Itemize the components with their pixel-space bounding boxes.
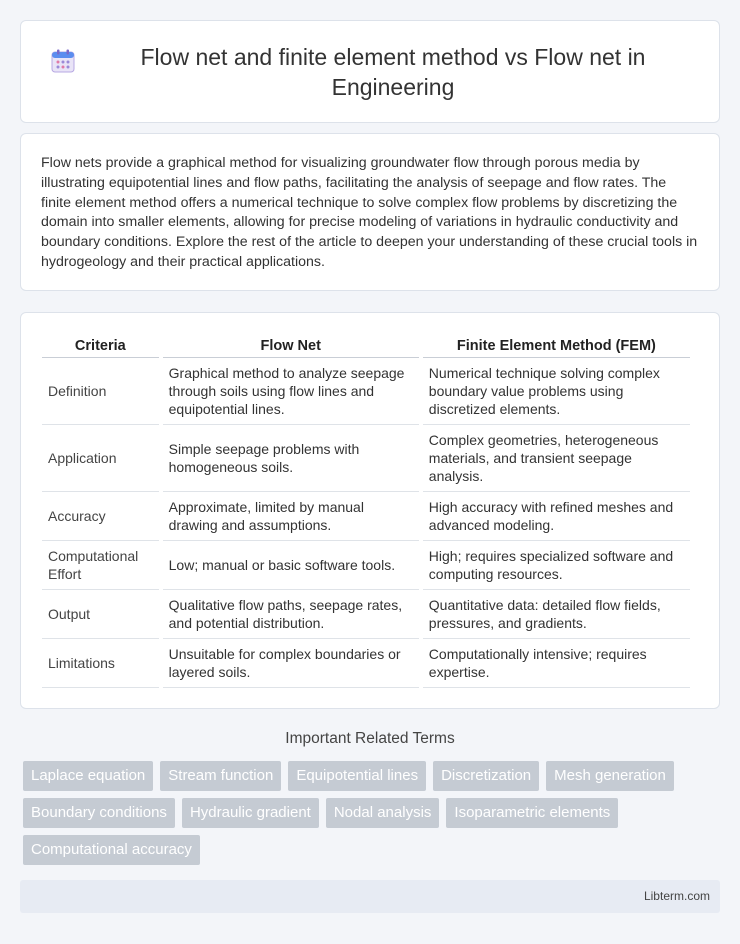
table-row: [42, 492, 690, 541]
row-flow-net: Approximate, limited by manual drawing and assumptions.: [163, 492, 419, 541]
row-fem: Complex geometries, heterogeneous materials, and transient seepage analysis.: [423, 425, 690, 492]
tag-nodal-analysis[interactable]: Nodal analysis: [326, 798, 440, 828]
table-row: [42, 590, 690, 639]
tag-laplace-equation[interactable]: Laplace equation: [23, 761, 153, 791]
table-row: [42, 541, 690, 590]
header-flow-net: Flow Net: [163, 331, 419, 358]
related-terms-list: [23, 761, 723, 865]
table-row: [42, 358, 690, 425]
tag-hydraulic-gradient[interactable]: Hydraulic gradient: [182, 798, 319, 828]
header-fem: Finite Element Method (FEM): [423, 331, 690, 358]
table-row: [42, 425, 690, 492]
row-criteria: Application: [42, 425, 159, 492]
title-wrap: [50, 42, 690, 102]
row-fem: High accuracy with refined meshes and advanced modeling.: [423, 492, 690, 541]
footer: [20, 880, 720, 913]
related-terms-title: Important Related Terms: [285, 730, 455, 747]
row-criteria: Computational Effort: [42, 541, 159, 590]
tag-boundary-conditions[interactable]: Boundary conditions: [23, 798, 175, 828]
row-criteria: Output: [42, 590, 159, 639]
row-fem: Quantitative data: detailed flow fields, pressures, and gradients.: [423, 590, 690, 639]
comparison-table: [38, 331, 694, 688]
tag-mesh-generation[interactable]: Mesh generation: [546, 761, 674, 791]
intro-paragraph: Flow nets provide a graphical method for visualizing groundwater flow through porous media by illustrating equipotential lines and flow paths, facilitating the analysis of seepage and flow rates. The finite element method offers a numerical technique to solve complex flow problems by discretizing the domain into smaller elements, allowing for precise modeling of variations in hydraulic conductivity and boundary conditions. Explore the rest of the article to deepen your understanding of these crucial tools in hydrogeology and their practical applications.: [41, 155, 698, 270]
row-flow-net: Graphical method to analyze seepage through soils using flow lines and equipotential lines.: [163, 358, 419, 425]
row-flow-net: Simple seepage problems with homogeneous soils.: [163, 425, 419, 492]
tag-isoparametric-elements[interactable]: Isoparametric elements: [446, 798, 618, 828]
row-criteria: Definition: [42, 358, 159, 425]
tag-computational-accuracy[interactable]: Computational accuracy: [23, 835, 200, 865]
tag-stream-function[interactable]: Stream function: [160, 761, 281, 791]
row-fem: Numerical technique solving complex boundary value problems using discretized elements.: [423, 358, 690, 425]
title-card: [20, 20, 720, 123]
tag-equipotential-lines[interactable]: Equipotential lines: [288, 761, 426, 791]
tag-discretization[interactable]: Discretization: [433, 761, 539, 791]
row-flow-net: Qualitative flow paths, seepage rates, and potential distribution.: [163, 590, 419, 639]
header-criteria: Criteria: [42, 331, 159, 358]
table-row: [42, 639, 690, 688]
row-criteria: Accuracy: [42, 492, 159, 541]
footer-site-link[interactable]: Libterm.com: [643, 889, 710, 903]
row-flow-net: Unsuitable for complex boundaries or layered soils.: [163, 639, 419, 688]
calendar-icon: [50, 48, 76, 74]
row-flow-net: Low; manual or basic software tools.: [163, 541, 419, 590]
row-fem: High; requires specialized software and computing resources.: [423, 541, 690, 590]
table-header-row: [42, 331, 690, 358]
page-title: Flow net and finite element method vs Flow net in Engineering: [140, 43, 646, 100]
row-criteria: Limitations: [42, 639, 159, 688]
row-fem: Computationally intensive; requires expertise.: [423, 639, 690, 688]
comparison-table-card: [20, 312, 720, 709]
intro-card: [20, 133, 720, 291]
